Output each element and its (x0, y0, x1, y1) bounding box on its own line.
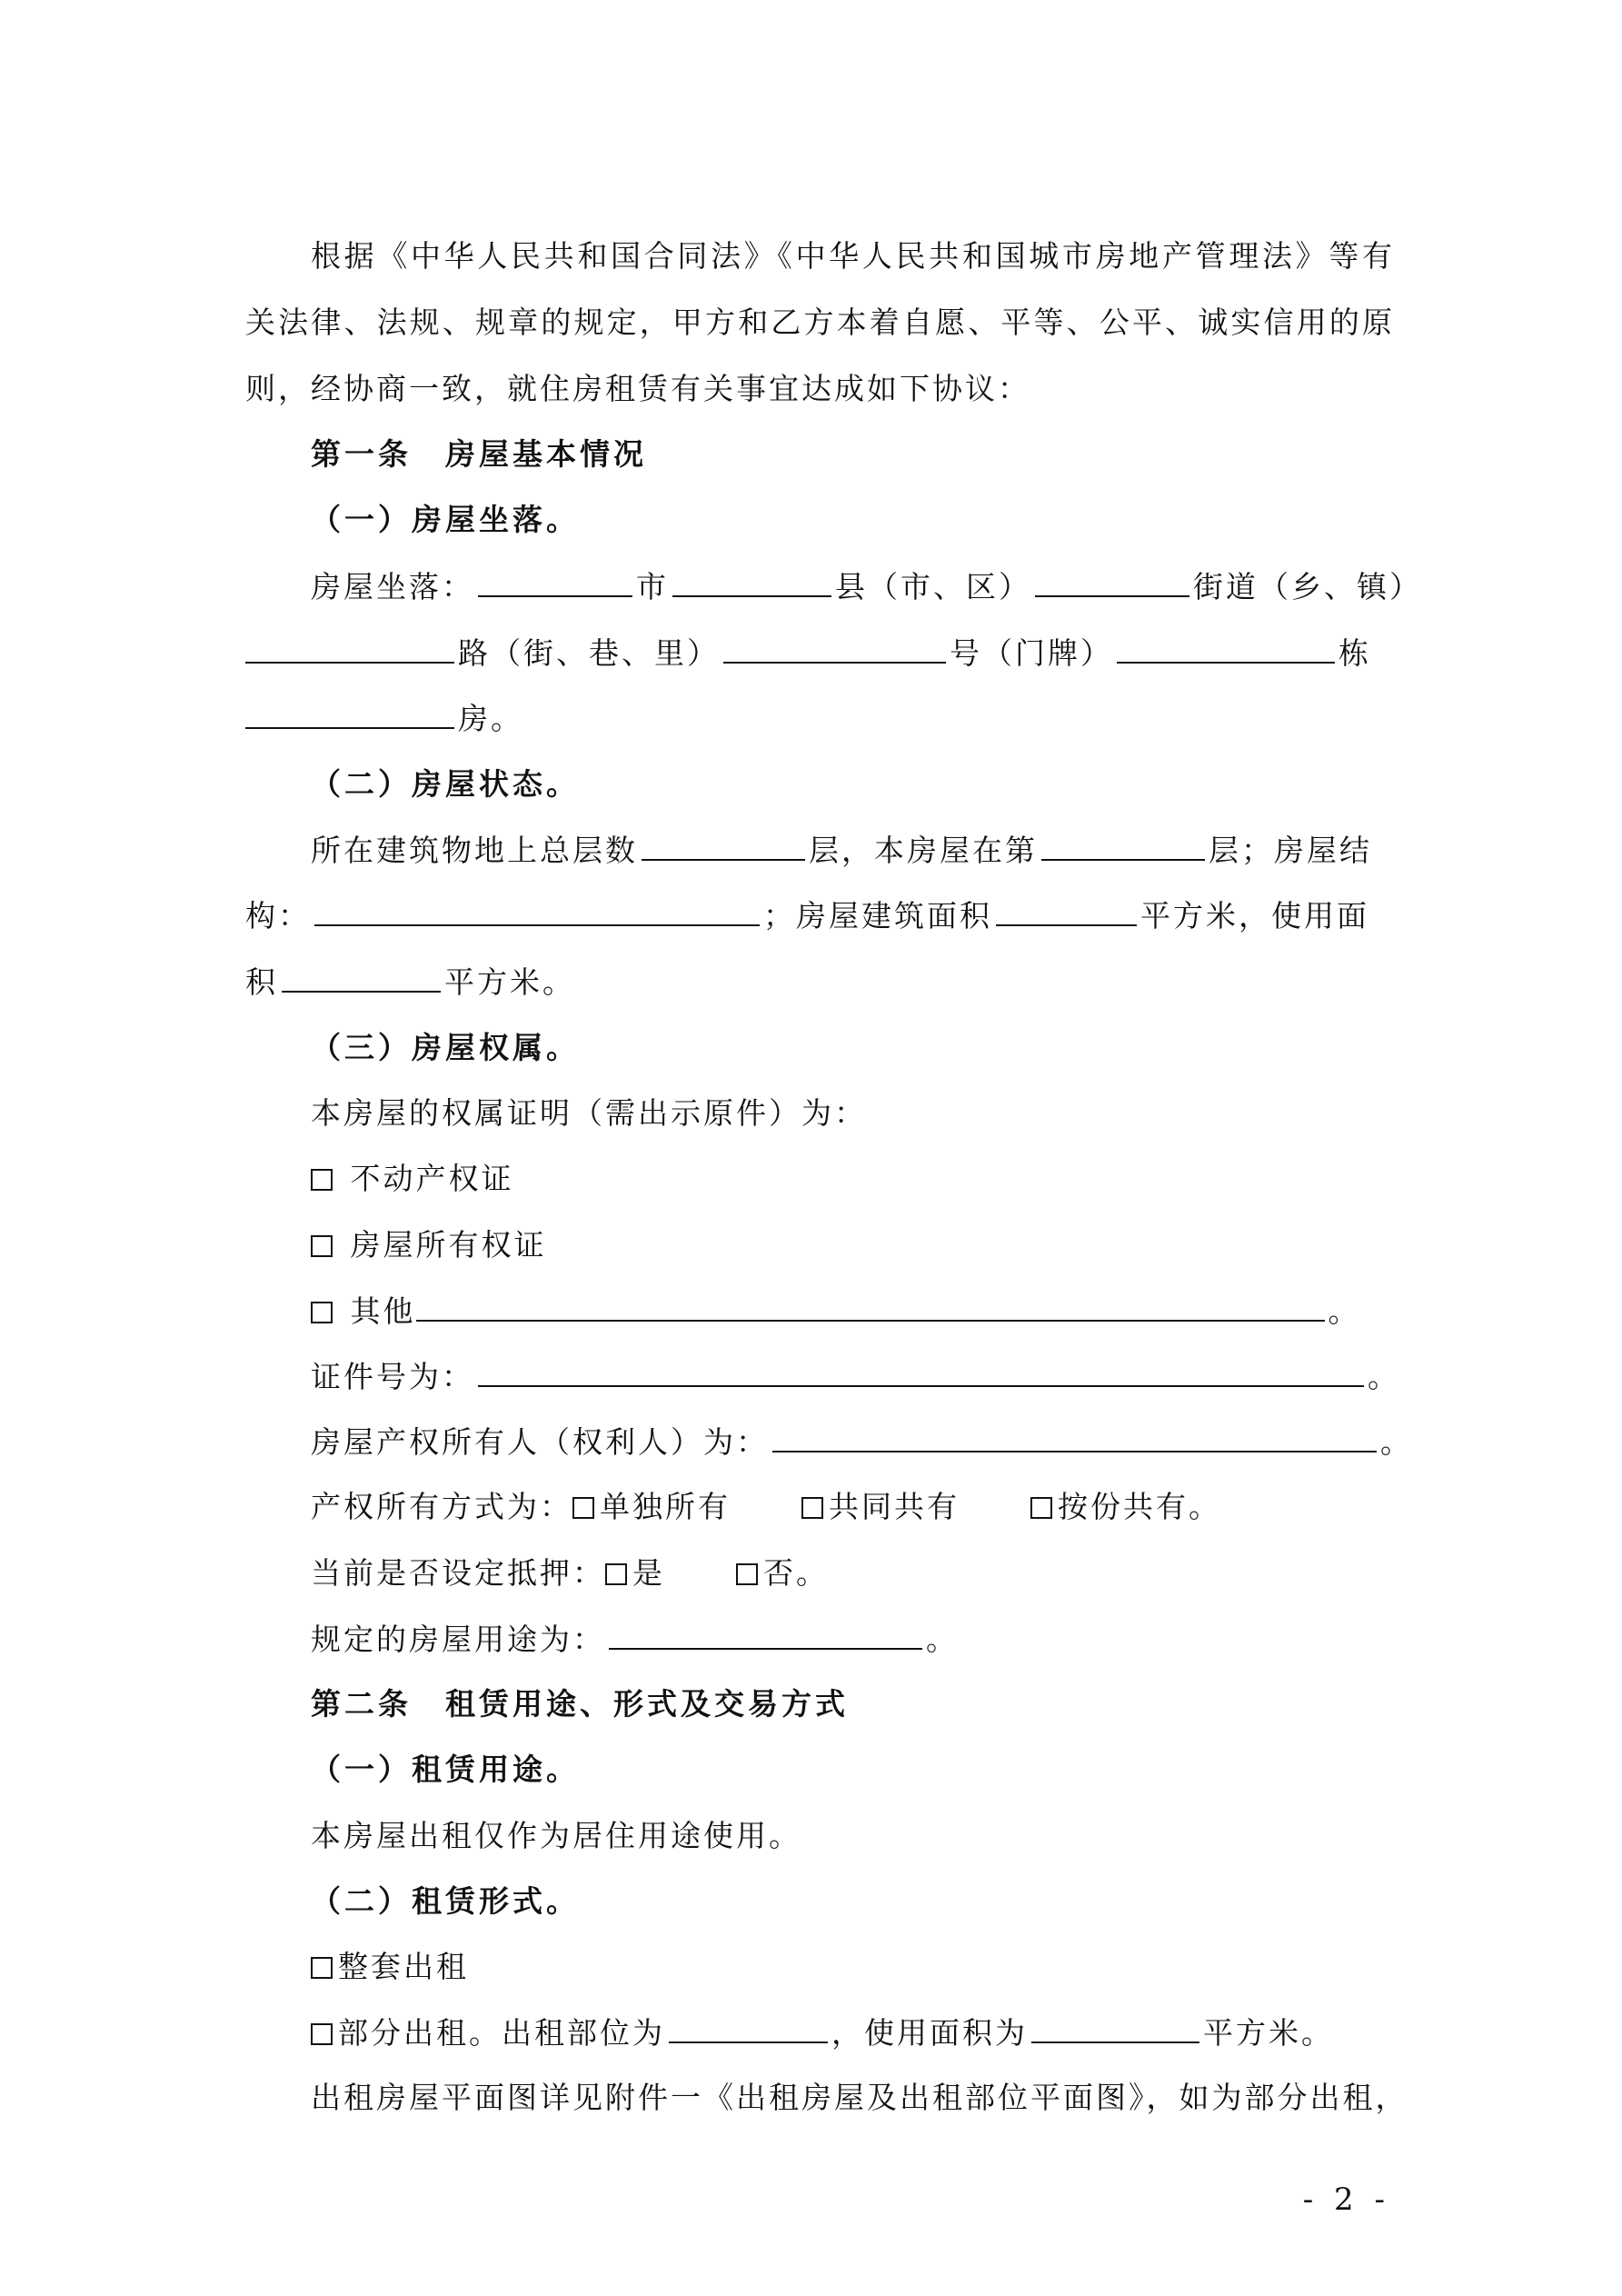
checkbox-sole[interactable] (572, 1497, 594, 1519)
intro-line-1: 根据《中华人民共和国合同法》《中华人民共和国城市房地产管理法》等有 (311, 238, 1395, 274)
checkbox-other[interactable] (311, 1302, 333, 1323)
location-line-3 (245, 700, 1395, 737)
page-number: - 2 - (1302, 2181, 1390, 2218)
room-blank[interactable] (245, 700, 454, 729)
status-line-1 (311, 832, 1395, 869)
owner-label: 房屋产权所有人（权利人）为： (311, 1424, 769, 1460)
option-label: 其他 (350, 1293, 416, 1329)
usable-area-label: ，使用面积为 (831, 2015, 1028, 2051)
proof-option-2 (311, 1227, 1395, 1263)
checkbox-mortgage-no[interactable] (736, 1563, 758, 1585)
ji-label: 积 (245, 964, 278, 1000)
whole-rent-label: 整套出租 (338, 1949, 469, 1984)
building-label: 栋 (1338, 635, 1371, 671)
sqm-label-2: 平方米。 (444, 964, 575, 1000)
section-status-heading: （二）房屋状态。 (311, 766, 580, 802)
checkbox-share[interactable] (1030, 1497, 1052, 1519)
proof-line: 本房屋的权属证明（需出示原件）为： (311, 1095, 867, 1131)
option-label: 房屋所有权证 (350, 1227, 547, 1263)
status-line-2 (245, 897, 1395, 934)
owner-line (311, 1423, 1413, 1461)
purpose-text: 本房屋出租仅作为居住用途使用。 (311, 1818, 801, 1853)
form-option-1 (311, 1949, 1395, 1985)
status-line-3 (245, 963, 1395, 1001)
mortgage-line (311, 1555, 1395, 1592)
county-blank[interactable] (672, 568, 831, 597)
structure-blank[interactable] (314, 897, 760, 926)
building-area-label: ；房屋建筑面积 (763, 898, 992, 933)
checkbox-mortgage-yes[interactable] (605, 1563, 627, 1585)
usage-blank[interactable] (609, 1621, 922, 1650)
cert-number-blank[interactable] (478, 1358, 1364, 1387)
checkbox-whole-rent[interactable] (311, 1957, 333, 1979)
usage-label: 规定的房屋用途为： (311, 1622, 605, 1657)
location-line-2 (245, 634, 1395, 672)
sole-label: 单独所有 (600, 1489, 731, 1524)
sqm-label: 平方米。 (1203, 2015, 1334, 2051)
intro-line-2: 关法律、法规、规章的规定，甲方和乙方本着自愿、平等、公平、诚实信用的原 (245, 304, 1395, 340)
owner-blank[interactable] (772, 1423, 1377, 1452)
rent-part-blank[interactable] (669, 2014, 828, 2043)
article-1-title: 第一条 房屋基本情况 (311, 436, 647, 472)
article-2-title: 第二条 租赁用途、形式及交易方式 (311, 1686, 849, 1722)
usage-line (311, 1621, 1395, 1658)
location-prefix: 房屋坐落： (311, 569, 474, 604)
room-label: 房。 (458, 701, 523, 736)
street-label: 街道（乡、镇） (1193, 569, 1422, 604)
floor-plan-line: 出租房屋平面图详见附件一《出租房屋及出租部位平面图》，如为部分出租， (311, 2080, 1408, 2115)
other-blank[interactable] (416, 1293, 1325, 1322)
ownership-type-line (311, 1489, 1395, 1525)
period: 。 (1328, 1293, 1361, 1329)
period: 。 (926, 1622, 959, 1657)
building-area-blank[interactable] (996, 897, 1137, 926)
partial-rent-label: 部分出租。出租部位为 (338, 2015, 665, 2051)
period: 。 (1380, 1424, 1413, 1460)
share-label: 按份共有。 (1058, 1489, 1221, 1524)
street-blank[interactable] (1035, 568, 1189, 597)
section-ownership-heading: （三）房屋权属。 (311, 1030, 580, 1065)
city-blank[interactable] (478, 568, 632, 597)
section-location-heading: （一）房屋坐落。 (311, 502, 580, 537)
rent-area-blank[interactable] (1031, 2014, 1199, 2043)
checkbox-joint[interactable] (801, 1497, 823, 1519)
location-line-1 (311, 568, 1422, 605)
number-blank[interactable] (723, 634, 946, 664)
usable-area-blank[interactable] (282, 963, 441, 993)
joint-label: 共同共有 (829, 1489, 960, 1524)
proof-option-1 (311, 1161, 1395, 1197)
county-label: 县（市、区） (835, 569, 1031, 604)
cert-number-line (311, 1358, 1400, 1395)
section-form-heading: （二）租赁形式。 (311, 1883, 580, 1919)
proof-option-3 (311, 1293, 1395, 1330)
road-blank[interactable] (245, 634, 454, 664)
floors-label: 所在建筑物地上总层数 (311, 833, 638, 868)
option-label: 不动产权证 (350, 1161, 514, 1196)
form-option-2 (311, 2014, 1395, 2051)
period: 。 (1368, 1359, 1400, 1394)
yes-label: 是 (632, 1555, 665, 1591)
section-purpose-heading: （一）租赁用途。 (311, 1752, 580, 1787)
checkbox-real-estate-cert[interactable] (311, 1169, 333, 1191)
total-floors-blank[interactable] (642, 832, 805, 861)
ownership-type-label: 产权所有方式为： (311, 1489, 572, 1524)
city-label: 市 (636, 569, 669, 604)
number-label: 号（门牌） (950, 635, 1113, 671)
checkbox-ownership-cert[interactable] (311, 1235, 333, 1257)
intro-line-3: 则，经协商一致，就住房租赁有关事宜达成如下协议： (245, 371, 1030, 406)
floor-unit2-label: 层；房屋结 (1209, 833, 1372, 868)
cert-number-label: 证件号为： (311, 1359, 474, 1394)
mortgage-label: 当前是否设定抵押： (311, 1555, 605, 1591)
structure-label: 构： (245, 898, 311, 933)
checkbox-partial-rent[interactable] (311, 2023, 333, 2045)
floor-blank[interactable] (1041, 832, 1205, 861)
no-label: 否。 (763, 1555, 829, 1591)
road-label: 路（街、巷、里） (458, 635, 720, 671)
floor-unit-label: 层，本房屋在第 (809, 833, 1038, 868)
sqm-label-1: 平方米，使用面 (1140, 898, 1369, 933)
building-blank[interactable] (1117, 634, 1335, 664)
